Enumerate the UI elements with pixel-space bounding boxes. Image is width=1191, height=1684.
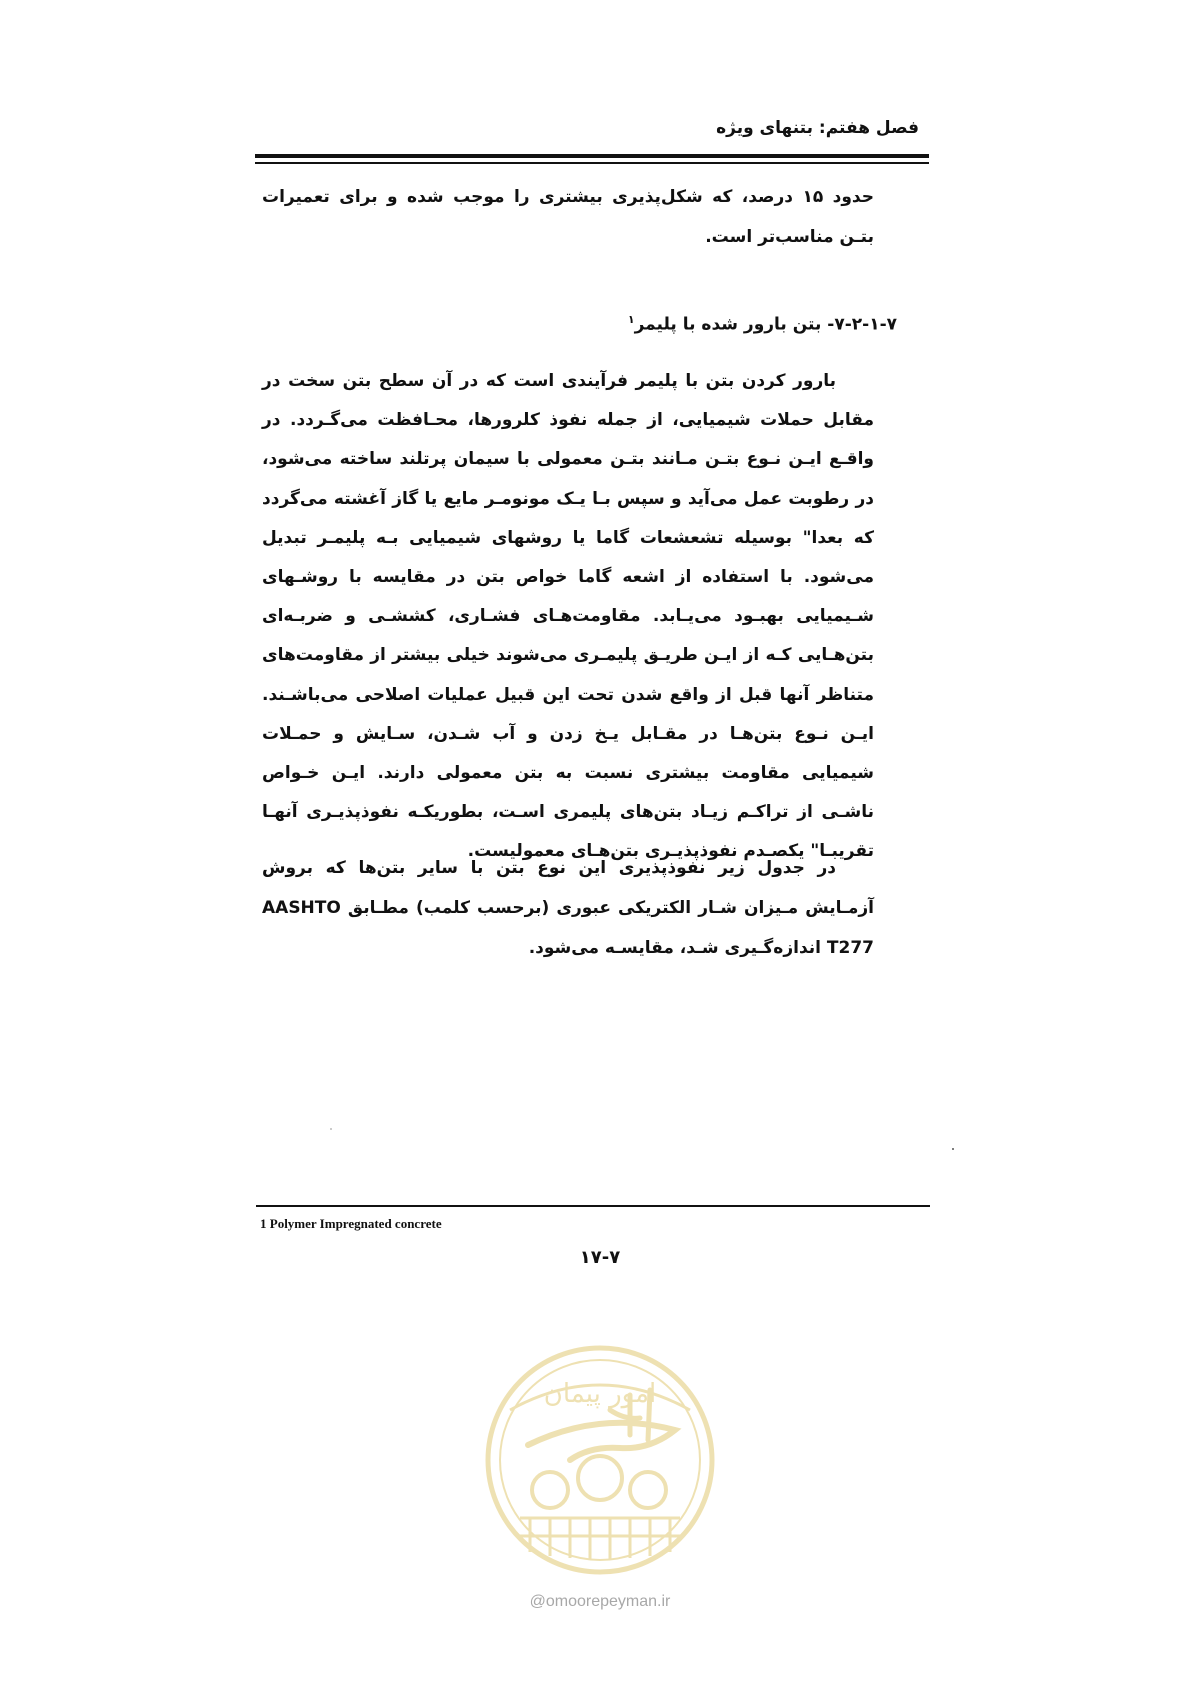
section-heading [628,313,897,335]
paragraph1-text: بارور کردن بتن با پلیمر فرآیندی است که در آن سطح بتن سخت در مقابل حملات شیمیایی، از جمله نفوذ کلرورها، محـافظت می‌گـردد. در واقـع ایـن نـوع بتـن مـانند بتـن معمولی با سیمان پرتلند ساخته می‌شود، در رطوبت عمل می‌آید و سپس بـا یـک مونومـر مایع یا گاز آغشته می‌گردد که بعدا" بوسیله تشعشعات گاما یا روشهای شیمیایی بـه پلیمـر تبدیل می‌شود. با استفاده از اشعه گاما خواص بتن در مقایسه با روشـهای شـیمیایی بهبـود می‌یـابد. مقاومت‌هـای فشـاری، کششـی و ضربـه‌ای بتن‌هـایی کـه از ایـن طریـق پلیمـری می‌شوند خیلی بیشتر از مقاومت‌های متناظر آنها قبل از واقع شدن تحت این قبیل عملیات اصلاحی می‌باشـند. ایـن نـوع بتن‌هـا در مقـابل یـخ زدن و آب شـدن، سـایش و حمـلات شیمیایی مقاومت بیشتری نسبت به بتن معمولی دارند. ایـن خـواص ناشـی از تراکـم زیـاد بتن‌های پلیمری اسـت، بطوریکـه نفوذپذیـری آنهـا تقریبـا" یکصـدم نفوذپذیـری بتن‌هـای معمولیست. [262,371,874,862]
watermark-logo [480,1340,720,1580]
scan-speck [952,1148,954,1150]
footnote-number: 1 [260,1216,267,1231]
footnote-text: Polymer Impregnated concrete [269,1216,442,1231]
section-heading-text: ۷-۲-۱-۷- بتن بارور شده با پلیمر [634,314,897,335]
paragraph-permeability [262,848,874,968]
paragraph2-text: در جدول زیر نفوذپذیری این نوع بتن با سایر بتن‌ها که بروش آزمـایش مـیزان شـار الکتریکی عبوری (برحسب کلمب) مطـابق AASHTO T277 اندازه‌گـیری شـد، مقایسـه می‌شود. [262,858,874,958]
footnote-reference: ۱ [627,313,635,326]
watermark-url: @omoorepeyman.ir [529,1593,671,1610]
intro-text: حدود ۱۵ درصد، که شکل‌پذیری بیشتری را موجب شده و برای تعمیرات بتـن مناسب‌تر است. [262,187,875,247]
intro-paragraph [262,178,874,257]
page-number: ۱۷-۷ [579,1247,621,1268]
header-rule-thick [255,154,929,158]
paragraph-polymer-impregnated [262,362,874,872]
footnote [260,1216,442,1232]
scan-speck [330,1128,332,1130]
watermark-logo-text: امور پیمان [543,1379,657,1409]
header-rule-thin [255,162,929,164]
chapter-header: فصل هفتم: بتنهای ویژه [716,118,919,138]
footnote-rule [256,1205,930,1207]
